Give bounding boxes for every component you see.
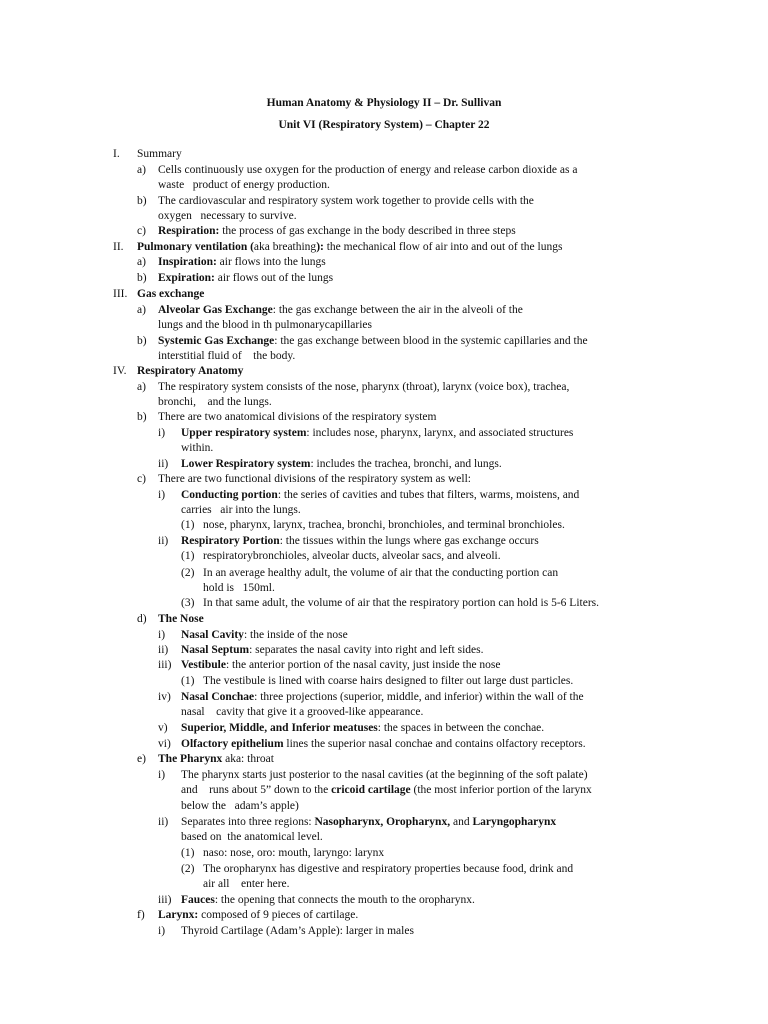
bold-term: cricoid cartilage bbox=[331, 784, 411, 796]
text-run: I. bbox=[113, 148, 120, 160]
text-run: : the series of cavities and tubes that filters, warms, moistens, and bbox=[277, 489, 580, 501]
bold-term: Respiratory Portion bbox=[181, 535, 280, 547]
text-run: d) bbox=[137, 613, 147, 625]
text-run: There are two anatomical divisions of the respiratory system bbox=[158, 411, 437, 423]
text-run: interstitial fluid of the body. bbox=[158, 350, 296, 362]
text-run: ii) bbox=[158, 535, 169, 547]
bold-term: Upper respiratory system bbox=[181, 427, 307, 439]
outline-line bbox=[181, 768, 588, 783]
text-run: v) bbox=[158, 722, 168, 734]
text-run: air all enter here. bbox=[203, 878, 290, 890]
outline-line bbox=[137, 271, 147, 286]
text-run: the mechanical flow of air into and out of the lungs bbox=[323, 241, 563, 253]
text-run: iii) bbox=[158, 894, 172, 906]
text-run: air flows out of the lungs bbox=[214, 272, 334, 284]
text-run: b) bbox=[137, 272, 147, 284]
bold-term: Larynx: bbox=[158, 909, 199, 921]
outline-line bbox=[137, 147, 182, 162]
text-run: : includes the trachea, bronchi, and lungs. bbox=[310, 458, 502, 470]
bold-term: Nasopharynx, Oropharynx, bbox=[314, 816, 451, 828]
outline-line bbox=[158, 658, 171, 673]
text-run: Separates into three regions: bbox=[181, 816, 315, 828]
text-run: and bbox=[450, 816, 473, 828]
outline-line bbox=[158, 224, 516, 239]
text-run: : the inside of the nose bbox=[243, 629, 348, 641]
outline-line bbox=[181, 643, 483, 658]
outline-line bbox=[158, 318, 372, 333]
text-run: Thyroid Cartilage (Adam’s Apple): larger in males bbox=[181, 925, 414, 937]
outline-line bbox=[158, 768, 165, 783]
outline-line bbox=[158, 457, 168, 472]
text-run: a) bbox=[137, 256, 146, 268]
bold-term: Expiration: bbox=[158, 272, 215, 284]
outline-line bbox=[181, 690, 584, 705]
outline-line bbox=[203, 674, 573, 689]
outline-line bbox=[137, 255, 146, 270]
text-run: f) bbox=[137, 909, 145, 921]
text-run: c) bbox=[137, 473, 146, 485]
text-run: iv) bbox=[158, 691, 171, 703]
text-run: : the anterior portion of the nasal cavity, just inside the nose bbox=[225, 659, 501, 671]
text-run: In an average healthy adult, the volume of air that the conducting portion can bbox=[203, 567, 559, 579]
text-run: Cells continuously use oxygen for the production of energy and release carbon dioxide as a bbox=[158, 164, 578, 176]
text-run: naso: nose, oro: mouth, laryngo: larynx bbox=[203, 847, 385, 859]
outline-line bbox=[181, 457, 502, 472]
text-run: : includes nose, pharynx, larynx, and associated structures bbox=[306, 427, 574, 439]
text-run: ii) bbox=[158, 816, 169, 828]
text-run: i) bbox=[158, 427, 166, 439]
text-run: i) bbox=[158, 769, 166, 781]
outline-line bbox=[203, 877, 290, 892]
outline-line bbox=[203, 566, 558, 581]
text-run: waste product of energy production. bbox=[158, 179, 330, 191]
outline-line bbox=[158, 349, 295, 364]
outline-line bbox=[158, 271, 333, 286]
text-run: The vestibule is lined with coarse hairs designed to filter out large dust particles. bbox=[203, 675, 574, 687]
text-run: below the adam’s apple) bbox=[181, 800, 299, 812]
outline-line bbox=[137, 287, 204, 302]
outline-line bbox=[203, 862, 573, 877]
outline-line bbox=[181, 799, 299, 814]
outline-line bbox=[158, 426, 165, 441]
text-run: : the spaces in between the conchae. bbox=[377, 722, 545, 734]
bold-term: Lower Respiratory system bbox=[181, 458, 311, 470]
text-run: oxygen necessary to survive. bbox=[158, 210, 297, 222]
outline-line bbox=[158, 488, 165, 503]
outline-line bbox=[181, 503, 301, 518]
bold-term: Olfactory epithelium bbox=[181, 738, 284, 750]
text-run: III. bbox=[113, 288, 128, 300]
outline-line bbox=[181, 862, 194, 877]
bold-term: Pulmonary ventilation ( bbox=[137, 241, 254, 253]
document-subtitle: Unit VI (Respiratory System) – Chapter 22 bbox=[278, 119, 490, 131]
outline-line bbox=[158, 472, 471, 487]
bold-term: Nasal Cavity bbox=[181, 629, 244, 641]
text-run: a) bbox=[137, 304, 146, 316]
outline-line bbox=[158, 924, 165, 939]
text-run: II. bbox=[113, 241, 124, 253]
outline-line bbox=[113, 287, 127, 302]
outline-line bbox=[137, 163, 146, 178]
text-run: based on the anatomical level. bbox=[181, 831, 323, 843]
text-run: carries air into the lungs. bbox=[181, 504, 301, 516]
bold-term: Superior, Middle, and Inferior meatuses bbox=[181, 722, 378, 734]
outline-line bbox=[158, 334, 588, 349]
bold-term: Inspiration: bbox=[158, 256, 217, 268]
text-run: aka: throat bbox=[222, 753, 274, 765]
text-run: b) bbox=[137, 335, 147, 347]
outline-line bbox=[158, 410, 436, 425]
bold-term: Alveolar Gas Exchange bbox=[158, 304, 273, 316]
bold-term: Nasal Septum bbox=[181, 644, 250, 656]
outline-line bbox=[181, 846, 194, 861]
outline-line bbox=[137, 612, 147, 627]
text-run: and runs about 5” down to the bbox=[181, 784, 332, 796]
outline-line bbox=[158, 893, 171, 908]
outline-line bbox=[137, 303, 146, 318]
bold-term: Respiration: bbox=[158, 225, 220, 237]
text-run: : the gas exchange between blood in the systemic capillaries and the bbox=[274, 335, 588, 347]
text-run: respiratorybronchioles, alveolar ducts, alveolar sacs, and alveoli. bbox=[203, 550, 501, 562]
text-run: lines the superior nasal conchae and contains olfactory receptors. bbox=[283, 738, 586, 750]
outline-line bbox=[113, 364, 127, 379]
outline-line bbox=[181, 783, 592, 798]
text-run: (2) bbox=[181, 863, 195, 875]
text-run: i) bbox=[158, 489, 166, 501]
text-run: b) bbox=[137, 195, 147, 207]
text-run: There are two functional divisions of the respiratory system as well: bbox=[158, 473, 471, 485]
text-run: composed of 9 pieces of cartilage. bbox=[198, 909, 359, 921]
outline-line bbox=[158, 690, 171, 705]
outline-line bbox=[158, 209, 297, 224]
text-run: the process of gas exchange in the body described in three steps bbox=[219, 225, 516, 237]
outline-line bbox=[158, 721, 168, 736]
outline-line bbox=[181, 534, 539, 549]
outline-line bbox=[158, 612, 204, 627]
text-run: a) bbox=[137, 164, 146, 176]
outline-line bbox=[158, 908, 358, 923]
text-run: The pharynx starts just posterior to the nasal cavities (at the beginning of the soft palate) bbox=[181, 769, 588, 781]
outline-line bbox=[137, 410, 147, 425]
text-run: (1) bbox=[181, 847, 195, 859]
text-run: bronchi, and the lungs. bbox=[158, 396, 272, 408]
outline-line bbox=[181, 924, 414, 939]
bold-term: Laryngopharynx bbox=[472, 816, 557, 828]
text-run: : the opening that connects the mouth to the oropharynx. bbox=[214, 894, 475, 906]
outline-line bbox=[181, 596, 194, 611]
text-run: i) bbox=[158, 925, 166, 937]
text-run: The oropharynx has digestive and respiratory properties because food, drink and bbox=[203, 863, 574, 875]
outline-line bbox=[181, 721, 544, 736]
bold-term: The Pharynx bbox=[158, 753, 223, 765]
text-run: ii) bbox=[158, 644, 169, 656]
outline-line bbox=[181, 518, 194, 533]
bold-term: Nasal Conchae bbox=[181, 691, 255, 703]
text-run: iii) bbox=[158, 659, 172, 671]
outline-line bbox=[181, 893, 475, 908]
outline-line bbox=[158, 752, 274, 767]
bold-term: Fauces bbox=[181, 894, 215, 906]
outline-line bbox=[158, 380, 569, 395]
outline-line bbox=[181, 549, 194, 564]
outline-line bbox=[203, 846, 384, 861]
outline-line bbox=[181, 566, 194, 581]
text-run: c) bbox=[137, 225, 146, 237]
text-run: nasal cavity that give it a grooved-like appearance. bbox=[181, 706, 424, 718]
outline-line bbox=[137, 240, 562, 255]
outline-line bbox=[158, 178, 330, 193]
outline-line bbox=[158, 737, 171, 752]
outline-line bbox=[203, 596, 599, 611]
text-run: (1) bbox=[181, 550, 195, 562]
text-run: nose, pharynx, larynx, trachea, bronchi, bronchioles, and terminal bronchioles. bbox=[203, 519, 565, 531]
outline-line bbox=[137, 194, 147, 209]
text-run: : separates the nasal cavity into right and left sides. bbox=[249, 644, 484, 656]
outline-line bbox=[181, 488, 579, 503]
text-run: : the tissues within the lungs where gas exchange occurs bbox=[279, 535, 539, 547]
bold-term: Systemic Gas Exchange bbox=[158, 335, 275, 347]
outline-line bbox=[158, 255, 326, 270]
text-run: (the most inferior portion of the larynx bbox=[410, 784, 592, 796]
bold-term: ): bbox=[316, 241, 324, 253]
text-run: air flows into the lungs bbox=[216, 256, 326, 268]
text-run: aka breathing bbox=[253, 241, 317, 253]
outline-line bbox=[158, 643, 168, 658]
outline-line bbox=[158, 163, 577, 178]
text-run: (3) bbox=[181, 597, 195, 609]
outline-line bbox=[181, 674, 194, 689]
bold-term: Gas exchange bbox=[137, 288, 205, 300]
outline-line bbox=[158, 628, 165, 643]
text-run: a) bbox=[137, 381, 146, 393]
bold-term: Vestibule bbox=[181, 659, 226, 671]
bold-term: The Nose bbox=[158, 613, 204, 625]
outline-line bbox=[137, 908, 145, 923]
outline-line bbox=[181, 628, 348, 643]
text-run: The respiratory system consists of the nose, pharynx (throat), larynx (voice box), trachea, bbox=[158, 381, 570, 393]
outline-line bbox=[181, 737, 586, 752]
outline-line bbox=[158, 395, 272, 410]
text-run: b) bbox=[137, 411, 147, 423]
outline-line bbox=[113, 147, 120, 162]
text-run: lungs and the blood in th pulmonarycapillaries bbox=[158, 319, 372, 331]
outline-line bbox=[181, 658, 501, 673]
outline-line bbox=[137, 224, 146, 239]
text-run: i) bbox=[158, 629, 166, 641]
outline-line bbox=[137, 380, 146, 395]
outline-line bbox=[203, 581, 275, 596]
outline-line bbox=[181, 815, 556, 830]
outline-line bbox=[158, 303, 523, 318]
text-run: The cardiovascular and respiratory system work together to provide cells with the bbox=[158, 195, 534, 207]
text-run: (1) bbox=[181, 675, 195, 687]
outline-line bbox=[158, 534, 168, 549]
outline-line bbox=[137, 752, 146, 767]
bold-term: Respiratory Anatomy bbox=[137, 365, 244, 377]
outline-line bbox=[113, 240, 124, 255]
outline-line bbox=[181, 426, 573, 441]
text-run: e) bbox=[137, 753, 146, 765]
outline-line bbox=[158, 815, 168, 830]
text-run: IV. bbox=[113, 365, 127, 377]
text-run: (1) bbox=[181, 519, 195, 531]
text-run: : three projections (superior, middle, and inferior) within the wall of the bbox=[254, 691, 584, 703]
text-run: Summary bbox=[137, 148, 182, 160]
text-run: hold is 150ml. bbox=[203, 582, 275, 594]
outline-line bbox=[137, 334, 147, 349]
outline-line bbox=[137, 364, 243, 379]
text-run: vi) bbox=[158, 738, 171, 750]
text-run: (2) bbox=[181, 567, 195, 579]
outline-line bbox=[137, 472, 146, 487]
text-run: In that same adult, the volume of air that the respiratory portion can hold is 5-6 Liters. bbox=[203, 597, 600, 609]
outline-line bbox=[203, 549, 501, 564]
outline-line bbox=[203, 518, 565, 533]
text-run: within. bbox=[181, 442, 214, 454]
outline-line bbox=[181, 441, 213, 456]
outline-line bbox=[181, 830, 323, 845]
document-title: Human Anatomy & Physiology II – Dr. Sullivan bbox=[266, 97, 502, 109]
text-run: : the gas exchange between the air in the alveoli of the bbox=[272, 304, 523, 316]
outline-line bbox=[181, 705, 423, 720]
outline-line bbox=[158, 194, 534, 209]
text-run: ii) bbox=[158, 458, 169, 470]
bold-term: Conducting portion bbox=[181, 489, 278, 501]
